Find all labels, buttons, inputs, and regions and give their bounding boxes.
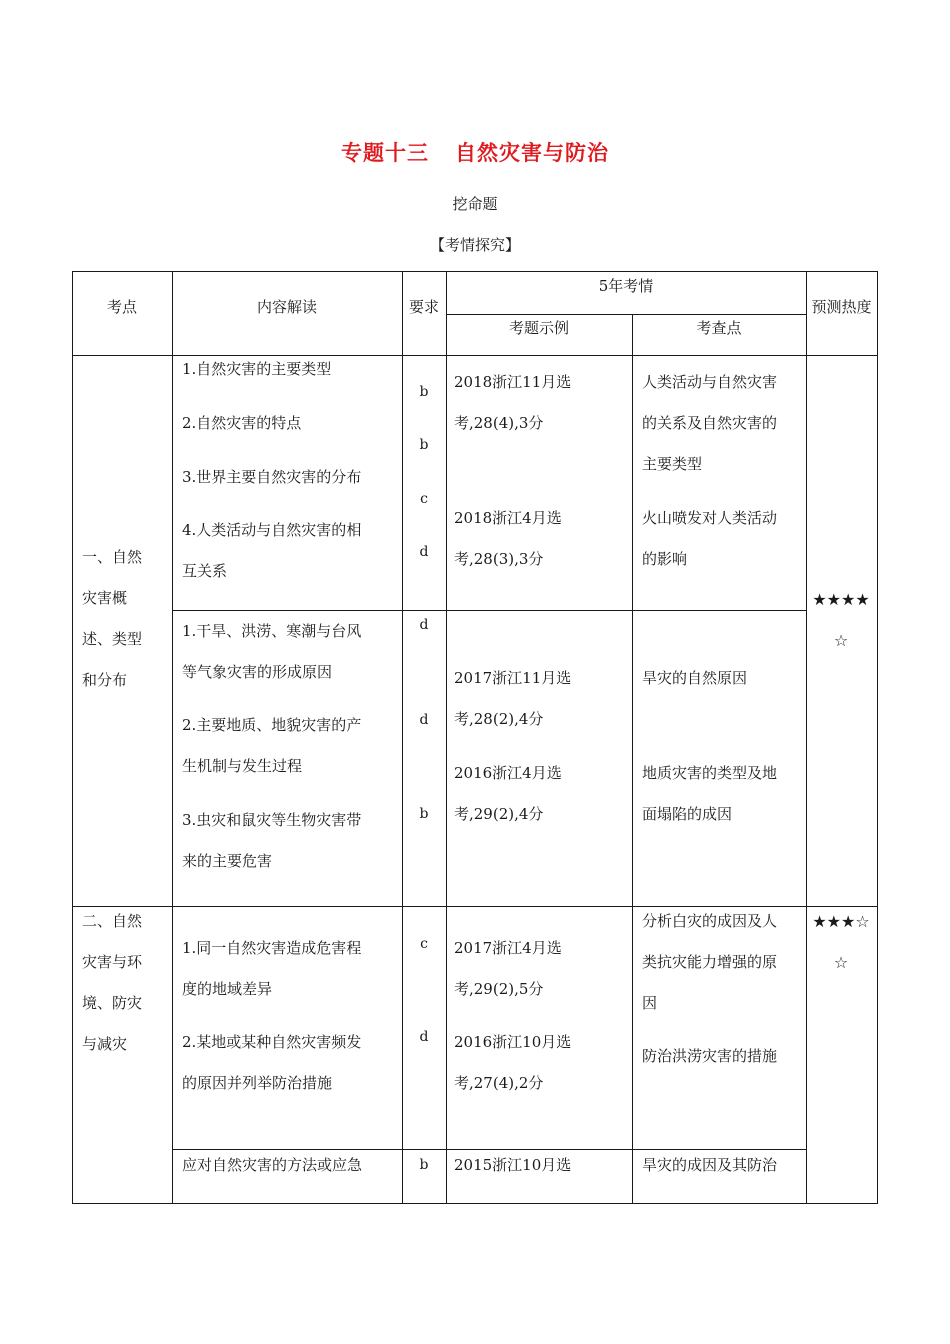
table-border-right [877, 271, 878, 1204]
content-item: 1.干旱、洪涝、寒潮与台风 [182, 622, 362, 640]
exam-point: 旱灾的成因及其防治 [642, 1156, 778, 1174]
header-point: 考点 [106, 298, 137, 316]
header-five-year: 5年考情 [598, 277, 654, 295]
exam-point: 火山喷发对人类活动 [642, 509, 778, 527]
requirement-letter: d [419, 617, 429, 633]
header-content: 内容解读 [256, 298, 317, 316]
exam-example: 2018浙江4月选 [454, 509, 562, 527]
section-1-name: 灾害概 [82, 589, 128, 607]
exam-point: 分析白灾的成因及人 [642, 912, 778, 930]
exam-example: 考,29(2),4分 [454, 805, 544, 823]
exam-point: 地质灾害的类型及地 [642, 764, 778, 782]
table-rule [446, 271, 447, 1204]
exam-example: 2017浙江4月选 [454, 939, 562, 957]
exam-point: 旱灾的自然原因 [642, 669, 748, 687]
content-item: 1.同一自然灾害造成危害程 [182, 939, 362, 957]
requirement-letter: d [419, 1029, 429, 1045]
content-item: 来的主要危害 [182, 852, 273, 870]
section-2-name: 二、自然 [82, 912, 143, 930]
exam-example: 考,27(4),2分 [454, 1074, 544, 1092]
subtitle: 挖命题 [452, 195, 498, 213]
content-item: 1.自然灾害的主要类型 [182, 360, 332, 378]
table-rule [402, 271, 403, 1204]
content-item: 等气象灾害的形成原因 [182, 663, 333, 681]
header-exam-point: 考查点 [696, 319, 742, 337]
content-item: 生机制与发生过程 [182, 757, 303, 775]
requirement-letter: c [420, 491, 428, 507]
content-item: 2.某地或某种自然灾害频发 [182, 1033, 362, 1051]
requirement-letter: b [419, 1157, 429, 1173]
table-rule [806, 271, 807, 1204]
table-rule [172, 271, 173, 1204]
heat-rating: ☆ [833, 953, 849, 972]
table-rule [632, 314, 633, 1204]
section-2-name: 境、防灾 [82, 994, 143, 1012]
exam-example: 考,29(2),5分 [454, 980, 544, 998]
section-1-name: 一、自然 [82, 548, 143, 566]
header-example: 考题示例 [508, 319, 569, 337]
exam-point: 防治洪涝灾害的措施 [642, 1047, 778, 1065]
heat-rating: ★★★★ [812, 590, 870, 609]
exam-point: 因 [642, 994, 658, 1012]
exam-example: 考,28(4),3分 [454, 414, 544, 432]
requirement-letter: d [419, 544, 429, 560]
table-border-left [72, 271, 73, 1204]
header-heat: 预测热度 [811, 298, 872, 316]
exam-point: 面塌陷的成因 [642, 805, 733, 823]
exam-point: 的关系及自然灾害的 [642, 414, 778, 432]
heat-rating: ☆ [833, 631, 849, 650]
exam-example: 2015浙江10月选 [454, 1156, 572, 1174]
content-item: 4.人类活动与自然灾害的相 [182, 521, 362, 539]
requirement-letter: b [419, 437, 429, 453]
content-item: 应对自然灾害的方法或应急 [182, 1156, 363, 1174]
exam-point: 主要类型 [642, 455, 703, 473]
exam-example: 2016浙江4月选 [454, 764, 562, 782]
exam-example: 2017浙江11月选 [454, 669, 572, 687]
page-title: 专题十三 自然灾害与防治 [341, 141, 609, 165]
exam-example: 考,28(2),4分 [454, 710, 544, 728]
exam-example: 2016浙江10月选 [454, 1033, 572, 1051]
section-1-name: 述、类型 [82, 630, 143, 648]
requirement-letter: b [419, 384, 429, 400]
exam-point: 类抗灾能力增强的原 [642, 953, 778, 971]
content-item: 度的地域差异 [182, 980, 273, 998]
exam-point: 人类活动与自然灾害 [642, 373, 778, 391]
content-item: 的原因并列举防治措施 [182, 1074, 333, 1092]
header-requirement: 要求 [408, 298, 439, 316]
requirement-letter: b [419, 806, 429, 822]
requirement-letter: d [419, 712, 429, 728]
section-1-name: 和分布 [82, 671, 128, 689]
exam-example: 考,28(3),3分 [454, 550, 544, 568]
heat-rating: ★★★☆ [812, 912, 870, 931]
content-item: 2.主要地质、地貌灾害的产 [182, 716, 362, 734]
section-2-name: 灾害与环 [82, 953, 143, 971]
requirement-letter: c [420, 936, 428, 952]
table-border-bottom [72, 1203, 878, 1204]
exam-point: 的影响 [642, 550, 688, 568]
section-label: 【考情探究】 [429, 236, 520, 254]
content-item: 3.虫灾和鼠灾等生物灾害带 [182, 811, 362, 829]
exam-example: 2018浙江11月选 [454, 373, 572, 391]
section-2-name: 与减灾 [82, 1035, 128, 1053]
content-item: 3.世界主要自然灾害的分布 [182, 468, 362, 486]
content-item: 互关系 [182, 562, 228, 580]
content-item: 2.自然灾害的特点 [182, 414, 302, 432]
